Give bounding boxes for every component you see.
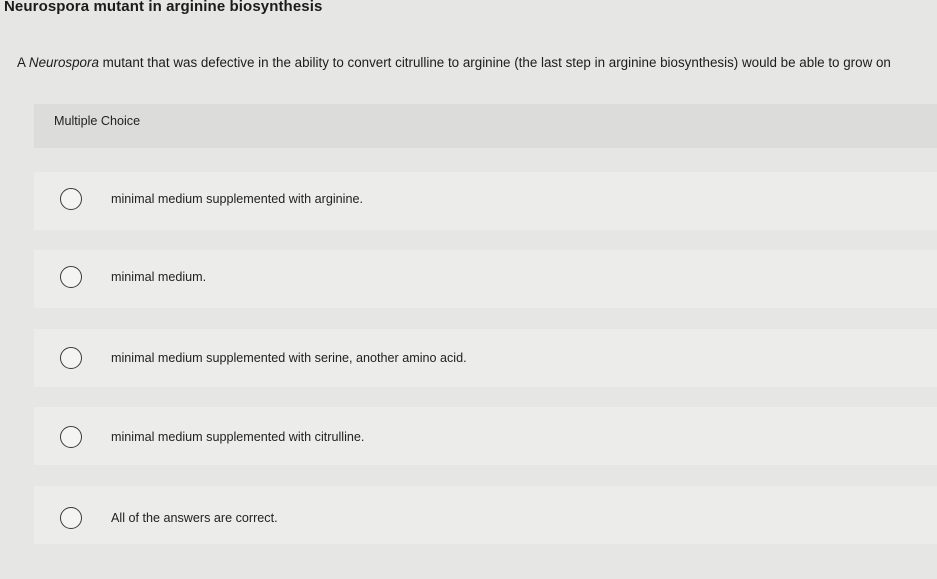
- answer-choice-label: minimal medium supplemented with serine, another amino acid.: [111, 351, 467, 365]
- question-suffix: mutant that was defective in the ability to convert citrulline to arginine (the last step in arginine biosynthesis) would be able to grow on: [98, 55, 891, 70]
- answer-choices: [34, 148, 937, 579]
- question-title: Neurospora mutant in arginine biosynthesis: [4, 0, 323, 15]
- question-organism: Neurospora: [28, 55, 99, 70]
- answer-choice-5[interactable]: [34, 486, 937, 544]
- radio-button-icon[interactable]: [60, 507, 82, 529]
- radio-button-icon[interactable]: [60, 426, 82, 448]
- radio-button-icon[interactable]: [60, 266, 82, 288]
- answer-choice-4[interactable]: [34, 407, 937, 465]
- answer-choice-label: minimal medium supplemented with arginine.: [111, 192, 363, 206]
- question-prefix: A: [17, 55, 29, 70]
- answer-choice-2[interactable]: [34, 250, 937, 308]
- radio-button-icon[interactable]: [60, 347, 82, 369]
- radio-button-icon[interactable]: [60, 188, 82, 210]
- answer-choice-label: minimal medium supplemented with citrulline.: [111, 430, 365, 444]
- answer-choice-label: All of the answers are correct.: [111, 511, 278, 525]
- answer-choice-3[interactable]: [34, 329, 937, 387]
- multiple-choice-header: [34, 104, 937, 148]
- answer-choice-label: minimal medium.: [111, 270, 207, 284]
- answer-choice-1[interactable]: [34, 172, 937, 230]
- multiple-choice-label: Multiple Choice: [54, 114, 141, 128]
- question-text: [17, 55, 891, 70]
